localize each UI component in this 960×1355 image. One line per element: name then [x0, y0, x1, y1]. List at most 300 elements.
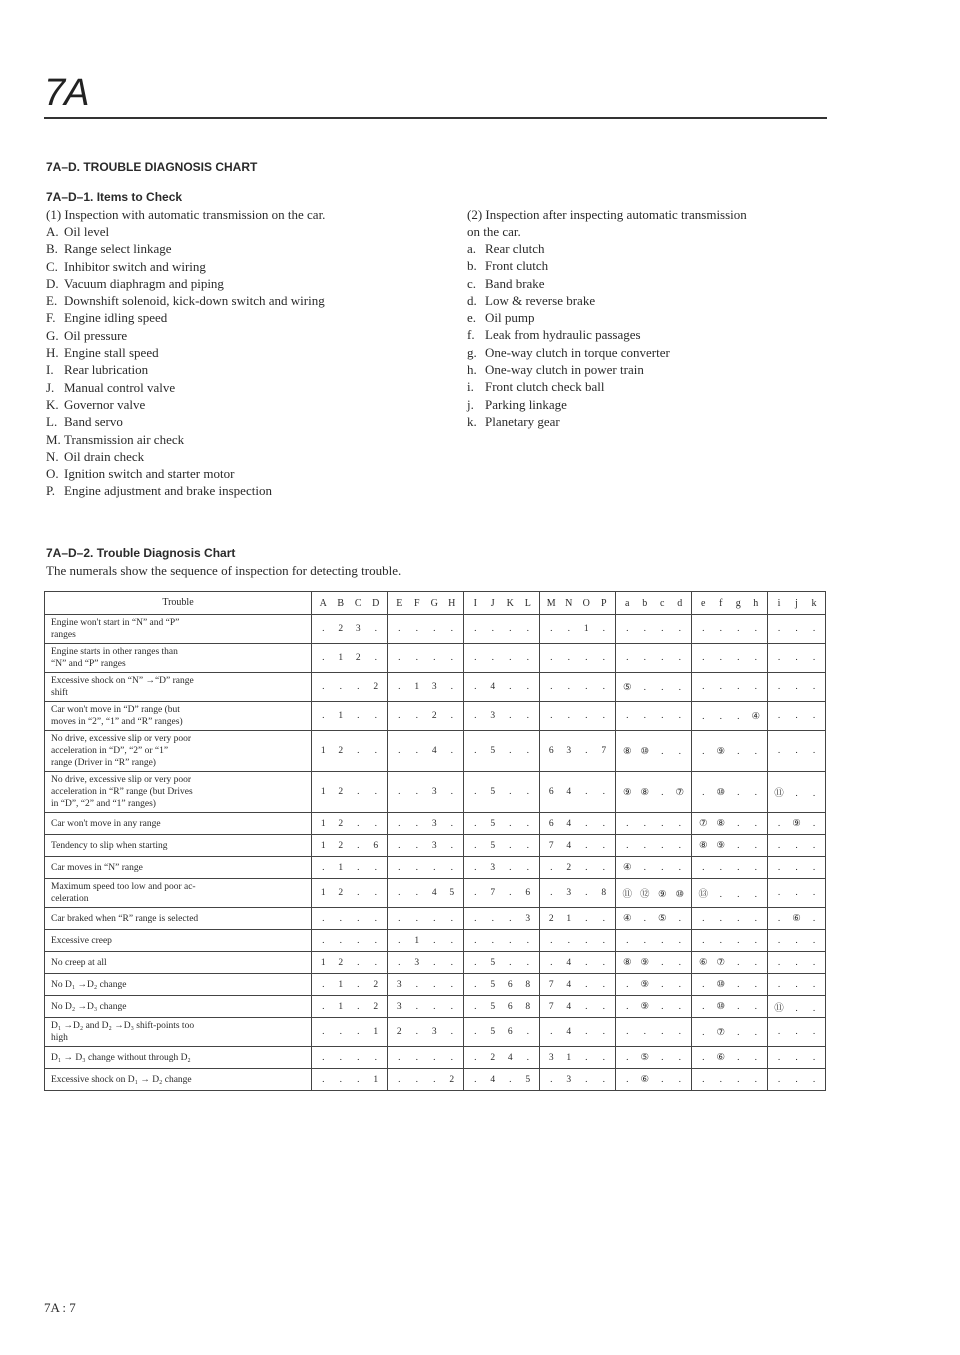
- check-mark: ⑥: [640, 1075, 650, 1085]
- check-group-cell: [692, 835, 768, 857]
- check-mark: .: [322, 1074, 325, 1085]
- check-mark: .: [678, 1053, 681, 1063]
- check-group-cell: [312, 1047, 388, 1069]
- check-mark: .: [526, 818, 529, 829]
- check-mark: .: [661, 787, 664, 798]
- trouble-line: Maximum speed too low and poor ac-: [51, 882, 196, 892]
- check-mark: .: [398, 888, 401, 898]
- check-mark: .: [322, 1001, 325, 1012]
- check-group-cell: [312, 644, 388, 673]
- check-mark: .: [357, 711, 360, 721]
- check-mark: .: [398, 624, 401, 634]
- check-mark: 1: [373, 1074, 379, 1085]
- check-group-cell: [464, 1047, 540, 1069]
- check-mark: 2: [396, 1027, 402, 1037]
- check-mark: .: [550, 888, 553, 898]
- table-row: [45, 879, 826, 908]
- check-item-label: Transmission air check: [64, 431, 185, 447]
- column-letter: H: [448, 597, 456, 609]
- check-group-cell: [616, 772, 692, 813]
- check-mark: .: [450, 746, 453, 756]
- check-mark: 1: [566, 1052, 572, 1063]
- check-mark: .: [509, 913, 512, 924]
- check-mark: .: [415, 746, 418, 756]
- check-group-cell: [540, 1018, 616, 1047]
- check-mark: 3: [396, 1001, 402, 1012]
- check-mark: .: [602, 957, 605, 968]
- check-mark: .: [702, 1053, 705, 1063]
- check-item-key: h.: [467, 362, 477, 378]
- column-letter: g: [735, 597, 741, 609]
- check-mark: .: [415, 653, 418, 663]
- check-mark: .: [550, 935, 553, 946]
- check-mark: .: [754, 746, 757, 757]
- check-mark: .: [374, 888, 377, 898]
- check-mark: .: [491, 624, 494, 634]
- check-mark: .: [433, 1001, 436, 1012]
- check-mark: .: [777, 653, 781, 663]
- check-mark: .: [398, 711, 401, 721]
- trouble-line: in “D”, “2” and “1” ranges): [51, 799, 156, 809]
- check-mark: .: [374, 913, 377, 924]
- table-row: [45, 996, 826, 1018]
- check-mark: .: [795, 862, 798, 873]
- check-mark: .: [795, 746, 798, 756]
- check-mark: 1: [320, 818, 326, 829]
- trouble-line: celeration: [51, 894, 89, 904]
- check-mark: .: [661, 840, 664, 851]
- check-mark: 4: [566, 840, 572, 851]
- check-mark: .: [737, 958, 740, 968]
- check-mark: .: [777, 746, 781, 756]
- check-group-cell: [540, 952, 616, 974]
- check-mark: ⑨: [716, 746, 726, 757]
- check-item-label: One-way clutch in power train: [485, 362, 644, 378]
- check-mark: 7: [490, 888, 496, 898]
- check-mark: .: [415, 862, 418, 873]
- check-item-label: Front clutch check ball: [485, 379, 605, 395]
- check-group-cell: [540, 908, 616, 930]
- check-mark: .: [585, 653, 588, 663]
- check-group-cell: [768, 813, 826, 835]
- check-mark: .: [661, 1027, 664, 1037]
- check-group-cell: [692, 879, 768, 908]
- check-group-cell: [540, 1069, 616, 1091]
- column-letter: F: [413, 597, 420, 609]
- check-item-label: Oil level: [64, 224, 110, 239]
- check-group-cell: [692, 644, 768, 673]
- check-group-cell: [616, 908, 692, 930]
- check-mark: .: [754, 980, 757, 990]
- check-group-cell: [616, 974, 692, 996]
- check-mark: 1: [320, 787, 326, 797]
- check-mark: .: [777, 1027, 781, 1037]
- check-mark: 3: [414, 957, 420, 968]
- check-item-key: i.: [467, 379, 474, 395]
- check-item: [46, 275, 466, 292]
- column-letter: a: [625, 597, 630, 609]
- check-mark: 2: [338, 787, 344, 797]
- check-mark: 1: [320, 840, 326, 851]
- table-row: [45, 857, 826, 879]
- check-mark: .: [795, 1074, 798, 1085]
- check-mark: .: [777, 682, 781, 692]
- check-mark: .: [322, 624, 325, 634]
- check-mark: .: [550, 1027, 553, 1037]
- check-item: [467, 378, 837, 395]
- check-mark: 4: [490, 1074, 496, 1085]
- check-mark: .: [567, 935, 570, 946]
- check-mark: .: [415, 1001, 418, 1012]
- check-mark: .: [737, 935, 740, 946]
- trouble-cell: [45, 879, 312, 908]
- column-letter: E: [396, 597, 403, 609]
- trouble-line: acceleration in “R” range (but Drives: [51, 787, 193, 797]
- table-row: [45, 813, 826, 835]
- check-item: [46, 327, 466, 344]
- check-mark: 7: [548, 1001, 554, 1012]
- check-mark: .: [777, 935, 781, 946]
- check-mark: .: [719, 682, 722, 692]
- check-mark: .: [626, 711, 629, 721]
- check-mark: 3: [355, 624, 361, 634]
- check-mark: .: [474, 913, 477, 924]
- check-group-cell: [768, 835, 826, 857]
- check-group-cell: [616, 952, 692, 974]
- check-mark: .: [602, 787, 605, 797]
- check-mark: .: [415, 818, 418, 829]
- check-mark: 3: [431, 1027, 437, 1037]
- check-mark: .: [339, 1027, 342, 1037]
- column-group-header: [464, 592, 540, 615]
- check-item-label: Rear clutch: [485, 241, 545, 256]
- check-item: [467, 344, 837, 361]
- check-mark: 4: [507, 1052, 513, 1063]
- check-mark: .: [702, 746, 705, 757]
- check-mark: .: [322, 653, 325, 663]
- column-letter: G: [430, 597, 438, 609]
- check-group-cell: [388, 930, 464, 952]
- check-mark: ⑦: [675, 787, 685, 798]
- check-mark: .: [795, 1027, 798, 1037]
- col2-list: [467, 240, 837, 430]
- column-group-header: [388, 592, 464, 615]
- check-item: [46, 482, 466, 499]
- check-group-cell: [388, 1069, 464, 1091]
- check-mark: .: [812, 935, 816, 946]
- check-mark: .: [509, 711, 512, 721]
- check-group-cell: [464, 857, 540, 879]
- check-mark: .: [526, 746, 529, 756]
- check-group-cell: [768, 930, 826, 952]
- check-group-cell: [540, 731, 616, 772]
- check-mark: .: [398, 682, 401, 692]
- check-mark: .: [509, 957, 512, 968]
- check-item: [46, 431, 466, 448]
- check-group-cell: [312, 974, 388, 996]
- check-mark: .: [777, 1074, 781, 1085]
- check-mark: ⑦: [716, 958, 726, 968]
- check-mark: .: [526, 653, 529, 663]
- check-group-cell: [312, 673, 388, 702]
- check-mark: .: [415, 1027, 418, 1037]
- check-group-cell: [616, 835, 692, 857]
- check-mark: .: [322, 935, 325, 946]
- check-mark: .: [398, 913, 401, 924]
- trouble-line: Excessive creep: [51, 935, 112, 946]
- check-mark: .: [602, 818, 605, 829]
- check-group-cell: [692, 702, 768, 731]
- check-mark: .: [812, 789, 816, 799]
- check-mark: .: [491, 653, 494, 663]
- check-mark: .: [450, 624, 453, 634]
- check-mark: .: [777, 979, 781, 990]
- check-group-cell: [388, 1047, 464, 1069]
- check-mark: 4: [566, 1027, 572, 1037]
- check-mark: ⑫: [639, 890, 650, 900]
- check-mark: .: [322, 913, 325, 924]
- check-mark: .: [812, 1052, 816, 1063]
- check-mark: .: [702, 1027, 705, 1038]
- check-mark: ⑪: [774, 789, 784, 799]
- check-mark: .: [643, 1027, 646, 1037]
- check-mark: .: [626, 1002, 629, 1012]
- check-mark: .: [737, 682, 740, 692]
- table-row: [45, 615, 826, 644]
- check-group-cell: [692, 930, 768, 952]
- check-group-cell: [768, 731, 826, 772]
- check-mark: .: [737, 746, 740, 757]
- check-mark: .: [526, 957, 529, 968]
- check-group-cell: [692, 1047, 768, 1069]
- check-group-cell: [616, 702, 692, 731]
- check-mark: .: [433, 935, 436, 946]
- check-mark: ⑥: [716, 1053, 726, 1063]
- check-mark: .: [509, 840, 512, 851]
- check-item-label: Range select linkage: [64, 241, 172, 257]
- check-mark: 3: [490, 862, 496, 873]
- check-item-label: Engine stall speed: [64, 345, 159, 361]
- check-mark: .: [678, 1075, 681, 1085]
- check-mark: 5: [490, 840, 496, 851]
- check-group-cell: [464, 615, 540, 644]
- check-mark: .: [585, 957, 588, 968]
- trouble-line: No drive, excessive slip or very poor: [51, 775, 192, 785]
- check-mark: .: [322, 682, 325, 692]
- table-body: [45, 615, 826, 1091]
- check-mark: .: [339, 1074, 342, 1085]
- check-group-cell: [768, 615, 826, 644]
- trouble-line: Excessive shock on D₁ → D₂ change: [51, 1074, 192, 1085]
- check-mark: .: [474, 1052, 477, 1063]
- check-mark: 5: [490, 1027, 496, 1037]
- check-group-cell: [388, 835, 464, 857]
- check-mark: .: [661, 653, 664, 663]
- check-mark: .: [678, 711, 681, 721]
- table-row: [45, 702, 826, 731]
- check-mark: .: [643, 914, 646, 924]
- check-item-key: c.: [467, 275, 477, 291]
- check-item-key: P.: [46, 483, 56, 499]
- check-mark: .: [491, 935, 494, 946]
- check-mark: .: [702, 624, 705, 634]
- check-group-cell: [692, 1069, 768, 1091]
- check-mark: .: [702, 787, 705, 798]
- check-group-cell: [388, 615, 464, 644]
- check-mark: .: [812, 957, 816, 968]
- check-mark: 2: [566, 862, 572, 873]
- trouble-line: acceleration in “D”, “2” or “1”: [51, 746, 169, 756]
- check-group-cell: [312, 835, 388, 857]
- check-mark: .: [374, 862, 377, 873]
- check-mark: .: [777, 711, 781, 721]
- check-mark: .: [812, 624, 816, 634]
- table-row: [45, 908, 826, 930]
- check-mark: .: [777, 957, 781, 968]
- check-mark: 3: [431, 682, 437, 692]
- check-mark: .: [585, 1027, 588, 1037]
- check-mark: 8: [601, 888, 607, 898]
- check-mark: 6: [507, 1027, 513, 1037]
- column-group-header: [616, 592, 692, 615]
- check-mark: .: [702, 711, 705, 722]
- check-mark: .: [374, 653, 377, 663]
- check-mark: 1: [338, 1001, 344, 1012]
- check-item: [467, 292, 837, 309]
- check-mark: .: [602, 711, 605, 721]
- check-mark: .: [509, 888, 512, 898]
- check-mark: .: [450, 840, 453, 851]
- check-mark: 7: [548, 840, 554, 851]
- check-group-cell: [768, 772, 826, 813]
- check-mark: .: [398, 653, 401, 663]
- check-mark: .: [795, 979, 798, 990]
- chart-title: 7A–D–2. Trouble Diagnosis Chart: [46, 546, 236, 560]
- check-mark: .: [661, 1053, 664, 1063]
- table-row: [45, 731, 826, 772]
- trouble-line: range (Driver in “R” range): [51, 758, 156, 768]
- check-mark: 1: [414, 935, 420, 946]
- check-item-key: K.: [46, 396, 59, 412]
- check-mark: .: [754, 862, 757, 873]
- check-group-cell: [464, 974, 540, 996]
- check-group-cell: [692, 857, 768, 879]
- column-letter: P: [600, 597, 607, 609]
- check-mark: 3: [566, 1074, 572, 1085]
- check-group-cell: [692, 974, 768, 996]
- check-mark: 2: [548, 913, 554, 924]
- check-item-key: I.: [46, 362, 54, 378]
- section-title: 7A–D. TROUBLE DIAGNOSIS CHART: [46, 160, 258, 174]
- check-item-label: Inhibitor switch and wiring: [64, 258, 206, 274]
- check-mark: .: [737, 1002, 740, 1012]
- check-mark: 4: [566, 1001, 572, 1012]
- check-mark: .: [374, 957, 377, 968]
- check-mark: .: [585, 1074, 588, 1085]
- check-mark: .: [339, 913, 342, 924]
- check-mark: .: [450, 818, 453, 829]
- trouble-header: Trouble: [45, 592, 312, 615]
- check-mark: .: [474, 746, 477, 756]
- check-mark: ⑨: [640, 958, 650, 968]
- check-mark: .: [602, 653, 605, 663]
- check-mark: .: [626, 1053, 629, 1063]
- check-mark: ⑥: [792, 914, 801, 924]
- check-item-key: A.: [46, 224, 59, 239]
- check-mark: .: [567, 624, 570, 634]
- check-mark: 5: [490, 1001, 496, 1012]
- check-item-key: F.: [46, 310, 56, 326]
- check-mark: ⑨: [716, 841, 726, 851]
- check-mark: .: [754, 682, 757, 692]
- check-mark: .: [795, 840, 798, 851]
- check-mark: .: [509, 653, 512, 663]
- trouble-cell: [45, 673, 312, 702]
- check-item-label: Band brake: [485, 275, 545, 291]
- check-mark: .: [795, 1003, 798, 1014]
- check-mark: .: [812, 840, 816, 851]
- check-group-cell: [388, 731, 464, 772]
- check-mark: .: [737, 653, 740, 663]
- check-mark: .: [737, 624, 740, 634]
- check-mark: .: [795, 711, 798, 721]
- check-mark: 5: [490, 818, 496, 829]
- check-mark: .: [737, 890, 740, 900]
- check-mark: 2: [373, 682, 379, 692]
- check-item-key: C.: [46, 258, 58, 274]
- check-mark: .: [474, 862, 477, 873]
- check-mark: .: [398, 746, 401, 756]
- check-group-cell: [616, 1047, 692, 1069]
- check-mark: .: [398, 1052, 401, 1063]
- check-group-cell: [616, 879, 692, 908]
- check-mark: 2: [449, 1074, 455, 1085]
- check-group-cell: [388, 857, 464, 879]
- check-item: [467, 326, 837, 343]
- check-mark: 3: [396, 979, 402, 990]
- table-row: [45, 644, 826, 673]
- trouble-line: No D₁ →D₂ change: [51, 979, 127, 990]
- check-mark: .: [585, 746, 588, 756]
- check-item-label: Downshift solenoid, kick-down switch and wiring: [64, 293, 325, 309]
- check-mark: .: [737, 862, 740, 873]
- check-mark: .: [567, 711, 570, 721]
- check-group-cell: [464, 1069, 540, 1091]
- check-mark: .: [474, 1001, 477, 1012]
- check-item-label: Vacuum diaphragm and piping: [64, 275, 224, 291]
- check-mark: .: [661, 818, 664, 829]
- check-mark: 4: [566, 979, 572, 990]
- check-mark: .: [602, 862, 605, 873]
- check-group-cell: [540, 644, 616, 673]
- check-mark: .: [509, 862, 512, 873]
- check-mark: 1: [320, 746, 326, 756]
- check-mark: 1: [338, 711, 344, 721]
- check-mark: .: [602, 624, 605, 634]
- check-mark: .: [626, 935, 629, 946]
- check-mark: ⑥: [698, 958, 708, 968]
- check-mark: .: [509, 682, 512, 692]
- check-mark: .: [795, 624, 798, 634]
- diagnosis-table: [44, 591, 826, 1091]
- check-mark: 4: [431, 888, 437, 898]
- column-group-header: [312, 592, 388, 615]
- check-mark: .: [777, 819, 781, 829]
- check-group-cell: [312, 1069, 388, 1091]
- check-item-label: Parking linkage: [485, 396, 567, 412]
- check-mark: 5: [525, 1074, 531, 1085]
- check-item: [46, 396, 466, 413]
